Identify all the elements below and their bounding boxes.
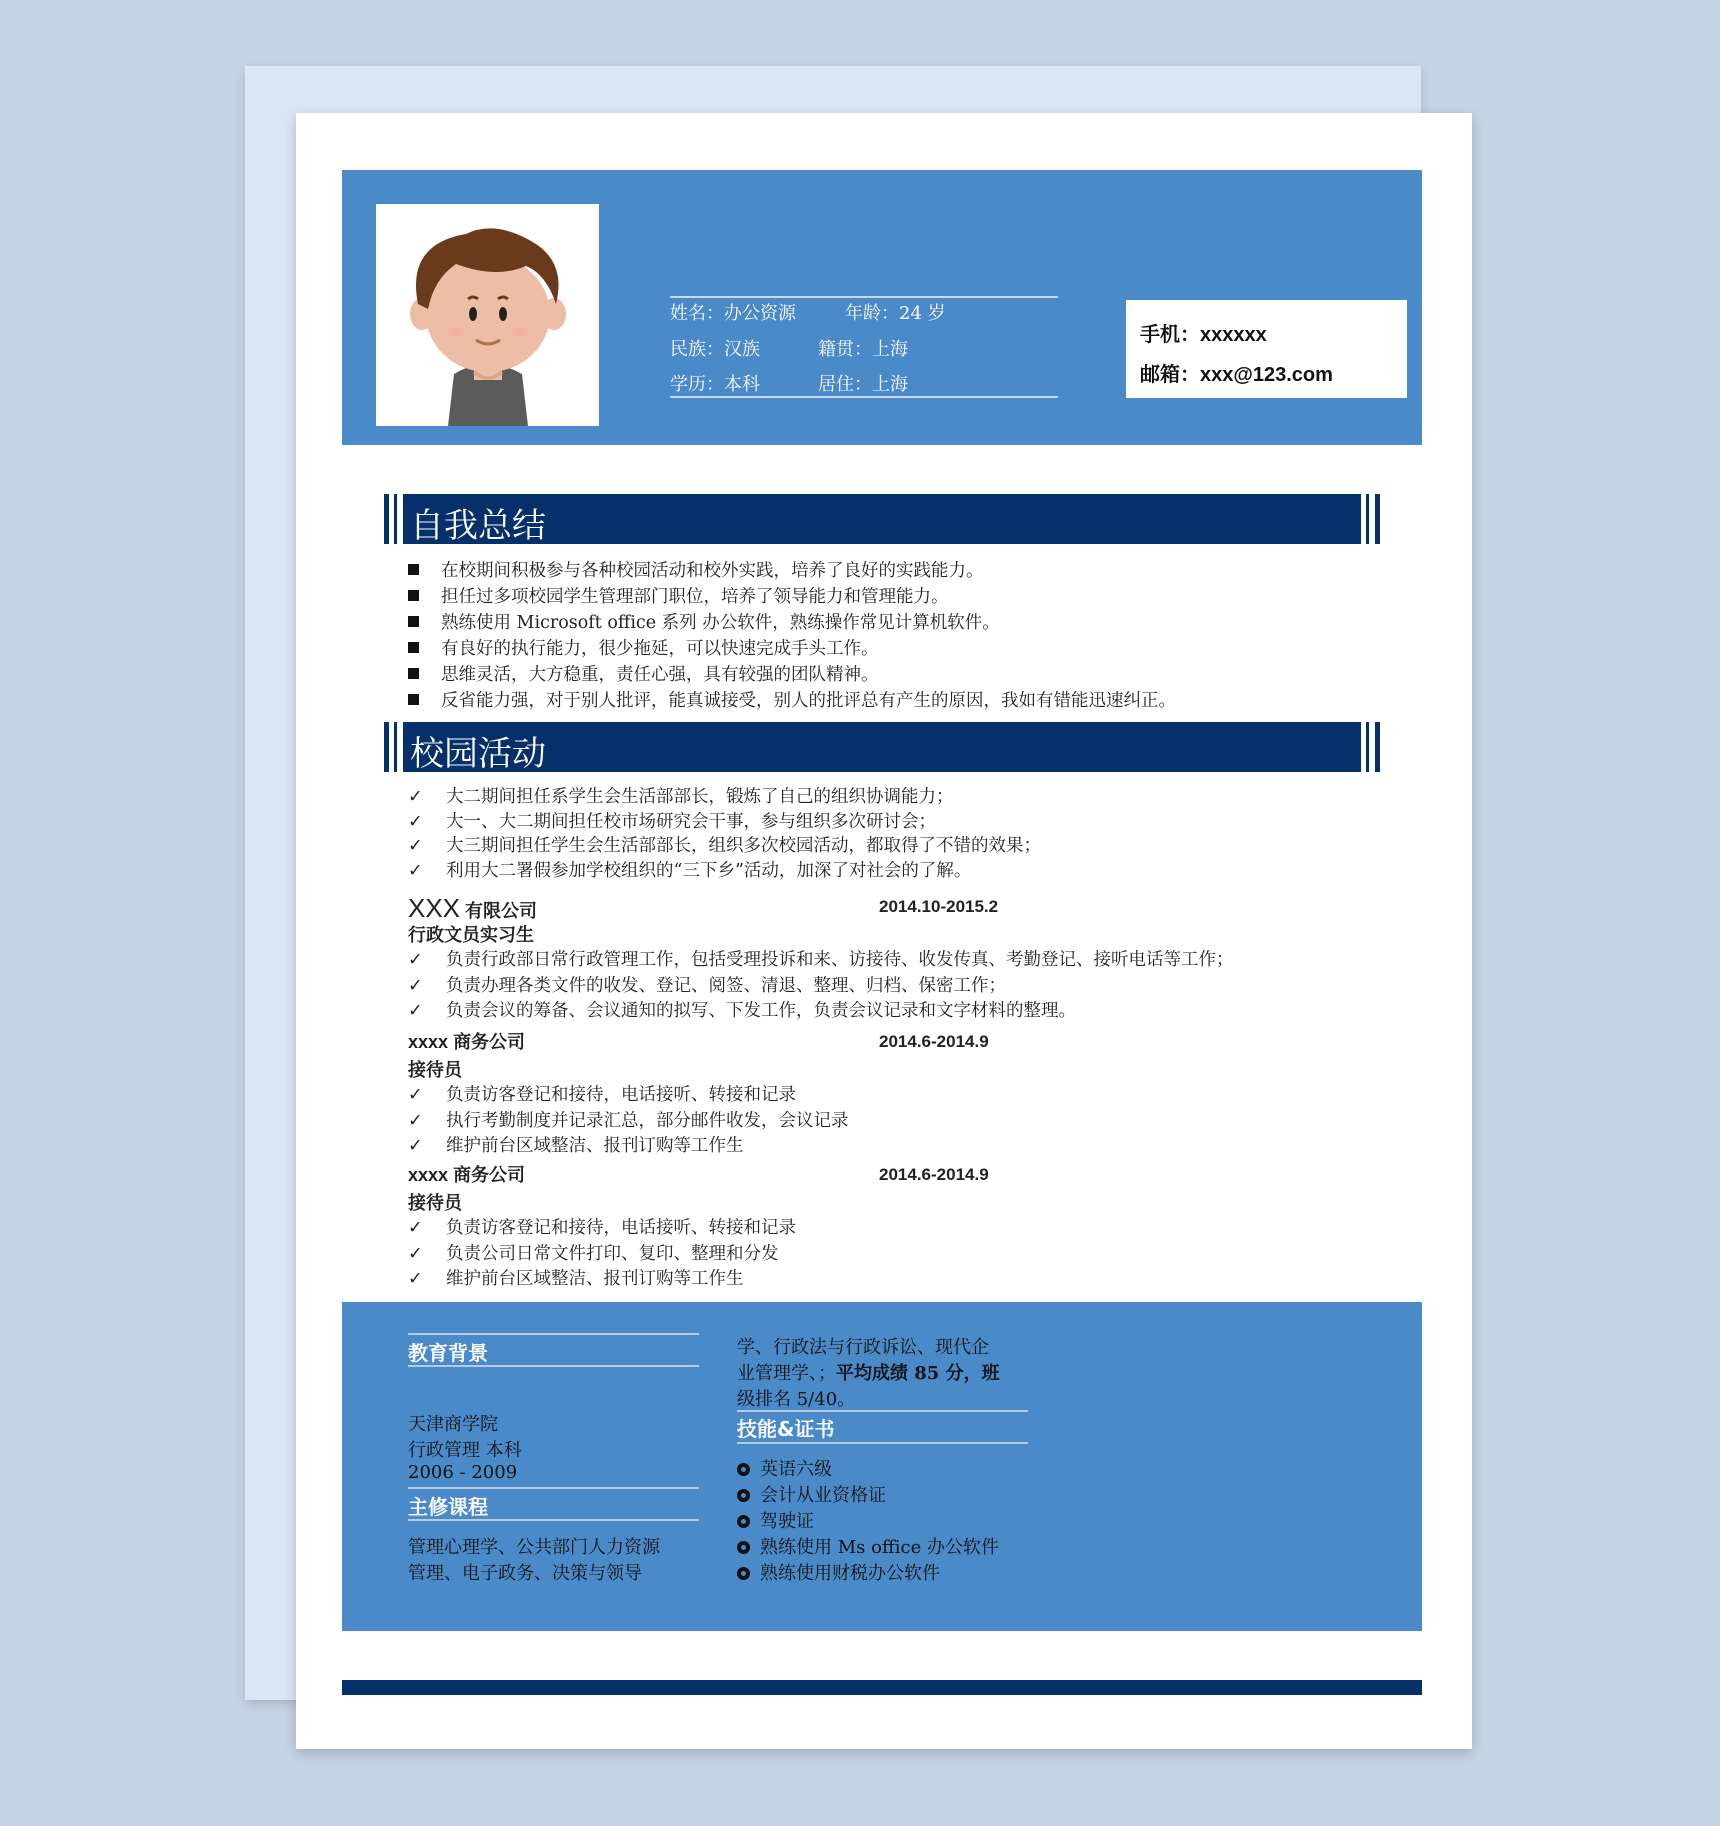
- divider: [670, 296, 1058, 298]
- company-name: 商务公司: [453, 1165, 526, 1185]
- bullet-square-icon: [408, 668, 419, 679]
- company: [408, 1161, 525, 1187]
- origin-field: 籍贯：上海: [818, 339, 908, 360]
- courses-title: 主修课程: [408, 1495, 488, 1519]
- check-icon: ✓: [408, 811, 423, 832]
- check-icon: ✓: [408, 950, 423, 970]
- education-title: 教育背景: [408, 1341, 488, 1365]
- job-role: 接待员: [408, 1060, 462, 1080]
- summary-text: 熟练使用 Microsoft office 系列 办公软件，熟练操作常见计算机软件。: [441, 612, 1000, 633]
- job-role: 接待员: [408, 1193, 462, 1213]
- check-icon: ✓: [408, 1243, 423, 1264]
- avatar: [376, 204, 599, 426]
- divider: [408, 1519, 699, 1521]
- years: 2006 - 2009: [408, 1462, 518, 1483]
- check-text: 负责访客登记和接待，电话接听、转接和记录: [446, 1218, 796, 1238]
- section-header-campus: [384, 722, 1380, 772]
- rank: 级排名 5/40。: [737, 1389, 856, 1410]
- job-date: 2014.6-2014.9: [879, 1165, 989, 1184]
- age-field: 年龄：24 岁: [845, 303, 946, 324]
- score: 平均成绩 85 分，班: [836, 1363, 1000, 1384]
- check-text: 维护前台区域整洁、报刊订购等工作生: [446, 1269, 744, 1289]
- skill-text: 会计从业资格证: [760, 1485, 886, 1506]
- skill-text: 熟练使用 Ms office 办公软件: [760, 1537, 999, 1558]
- bullet-square-icon: [408, 590, 419, 601]
- divider: [737, 1410, 1028, 1412]
- check-text: 利用大二署假参加学校组织的“三下乡”活动，加深了对社会的了解。: [446, 860, 972, 881]
- check-text: 大三期间担任学生会生活部部长，组织多次校园活动，都取得了不错的效果；: [446, 836, 1041, 856]
- check-item: [408, 946, 1234, 971]
- courses-line: 管理心理学、公共部门人力资源: [408, 1537, 660, 1558]
- company-prefix: xxxx: [408, 1165, 449, 1185]
- check-text: 执行考勤制度并记录汇总，部分邮件收发，会议记录: [446, 1110, 849, 1131]
- school: 天津商学院: [408, 1414, 498, 1435]
- check-text: 维护前台区域整洁、报刊订购等工作生: [446, 1136, 744, 1156]
- summary-item: [408, 557, 984, 582]
- check-icon: ✓: [408, 1110, 423, 1131]
- skill-text: 英语六级: [760, 1459, 832, 1480]
- summary-text: 反省能力强，对于别人批评，能真诚接受，别人的批评总有产生的原因，我如有错能迅速纠正。: [441, 690, 1176, 711]
- summary-text: 有良好的执行能力，很少拖延，可以快速完成手头工作。: [441, 638, 879, 659]
- check-icon: ✓: [408, 787, 423, 807]
- bullet-square-icon: [408, 642, 419, 653]
- check-item: [408, 972, 1006, 997]
- divider: [737, 1442, 1028, 1444]
- skill-text: 熟练使用财税办公软件: [760, 1563, 940, 1584]
- summary-text: 思维灵活，大方稳重，责任心强，具有较强的团队精神。: [441, 664, 879, 685]
- skill-text: 驾驶证: [760, 1511, 814, 1532]
- check-icon: ✓: [408, 1269, 423, 1289]
- check-item: [408, 783, 954, 808]
- company: [408, 1028, 525, 1054]
- company: [408, 893, 537, 924]
- company-prefix: xxxx: [408, 1032, 449, 1052]
- bottom-bar: [342, 1680, 1422, 1695]
- check-item: [408, 857, 971, 882]
- circle-bullet-icon: [737, 1489, 750, 1502]
- bullet-square-icon: [408, 694, 419, 705]
- education-field: 学历：本科: [670, 374, 760, 395]
- courses-line: 管理、电子政务、决策与领导: [408, 1563, 642, 1584]
- check-item: [408, 1214, 796, 1239]
- company-prefix: XXX: [408, 893, 461, 923]
- contact-box: [1126, 300, 1407, 398]
- skill-item: [737, 1559, 940, 1585]
- divider: [408, 1333, 699, 1335]
- check-icon: ✓: [408, 1218, 423, 1238]
- bullet-square-icon: [408, 616, 419, 627]
- job-date: 2014.6-2014.9: [879, 1032, 989, 1051]
- major: 行政管理 本科: [408, 1440, 522, 1461]
- skills-title: 技能&证书: [737, 1417, 835, 1441]
- ethnicity-field: 民族：汉族: [670, 339, 760, 360]
- bullet-square-icon: [408, 564, 419, 575]
- check-item: [408, 997, 1076, 1022]
- company-name: 有限公司: [465, 901, 538, 921]
- circle-bullet-icon: [737, 1541, 750, 1554]
- summary-text: 在校期间积极参与各种校园活动和校外实践，培养了良好的实践能力。: [441, 561, 984, 581]
- residence-field: 居住：上海: [818, 374, 908, 395]
- check-icon: ✓: [408, 836, 423, 856]
- summary-item: [408, 661, 879, 686]
- skill-item: [737, 1507, 814, 1533]
- check-icon: ✓: [408, 1136, 423, 1156]
- check-item: [408, 1265, 744, 1290]
- check-text: 负责会议的筹备、会议通知的拟写、下发工作，负责会议记录和文字材料的整理。: [446, 1001, 1076, 1021]
- circle-bullet-icon: [737, 1515, 750, 1528]
- email: 邮箱：xxx@123.com: [1140, 364, 1333, 386]
- courses-line: 业管理学、；: [737, 1363, 836, 1384]
- section-title: 自我总结: [410, 506, 546, 546]
- check-text: 负责行政部日常行政管理工作，包括受理投诉和来、访接待、收发传真、考勤登记、接听电话等工作；: [446, 950, 1234, 970]
- check-icon: ✓: [408, 975, 423, 996]
- check-icon: ✓: [408, 860, 423, 881]
- section-header-summary: [384, 494, 1380, 544]
- check-item: [408, 1132, 744, 1157]
- check-icon: ✓: [408, 1001, 423, 1021]
- check-text: 负责办理各类文件的收发、登记、阅签、清退、整理、归档、保密工作；: [446, 975, 1006, 996]
- check-text: 负责访客登记和接待，电话接听、转接和记录: [446, 1085, 796, 1105]
- check-text: 大二期间担任系学生会生活部部长，锻炼了自己的组织协调能力；: [446, 787, 954, 807]
- check-item: [408, 1081, 796, 1106]
- check-text: 负责公司日常文件打印、复印、整理和分发: [446, 1243, 779, 1264]
- skill-item: [737, 1481, 886, 1507]
- circle-bullet-icon: [737, 1567, 750, 1580]
- summary-item: [408, 609, 1000, 634]
- skill-item: [737, 1455, 832, 1481]
- company-name: 商务公司: [453, 1032, 526, 1052]
- section-title: 校园活动: [410, 734, 546, 774]
- summary-item: [408, 687, 1176, 712]
- summary-text: 担任过多项校园学生管理部门职位，培养了领导能力和管理能力。: [441, 586, 949, 607]
- check-item: [408, 808, 936, 833]
- check-text: 大一、大二期间担任校市场研究会干事，参与组织多次研讨会；: [446, 811, 936, 832]
- summary-item: [408, 635, 879, 660]
- check-icon: ✓: [408, 1085, 423, 1105]
- phone: 手机：xxxxxx: [1140, 324, 1267, 346]
- name-field: 姓名：办公资源: [670, 303, 796, 324]
- divider: [408, 1365, 699, 1367]
- circle-bullet-icon: [737, 1463, 750, 1476]
- check-item: [408, 1240, 779, 1265]
- divider: [670, 396, 1058, 398]
- check-item: [408, 1107, 849, 1132]
- check-item: [408, 832, 1041, 857]
- job-role: 行政文员实习生: [408, 925, 534, 945]
- job-date: 2014.10-2015.2: [879, 897, 999, 916]
- divider: [408, 1487, 699, 1489]
- courses-line: 学、行政法与行政诉讼、现代企: [737, 1337, 989, 1358]
- summary-item: [408, 583, 949, 608]
- skill-item: [737, 1533, 999, 1559]
